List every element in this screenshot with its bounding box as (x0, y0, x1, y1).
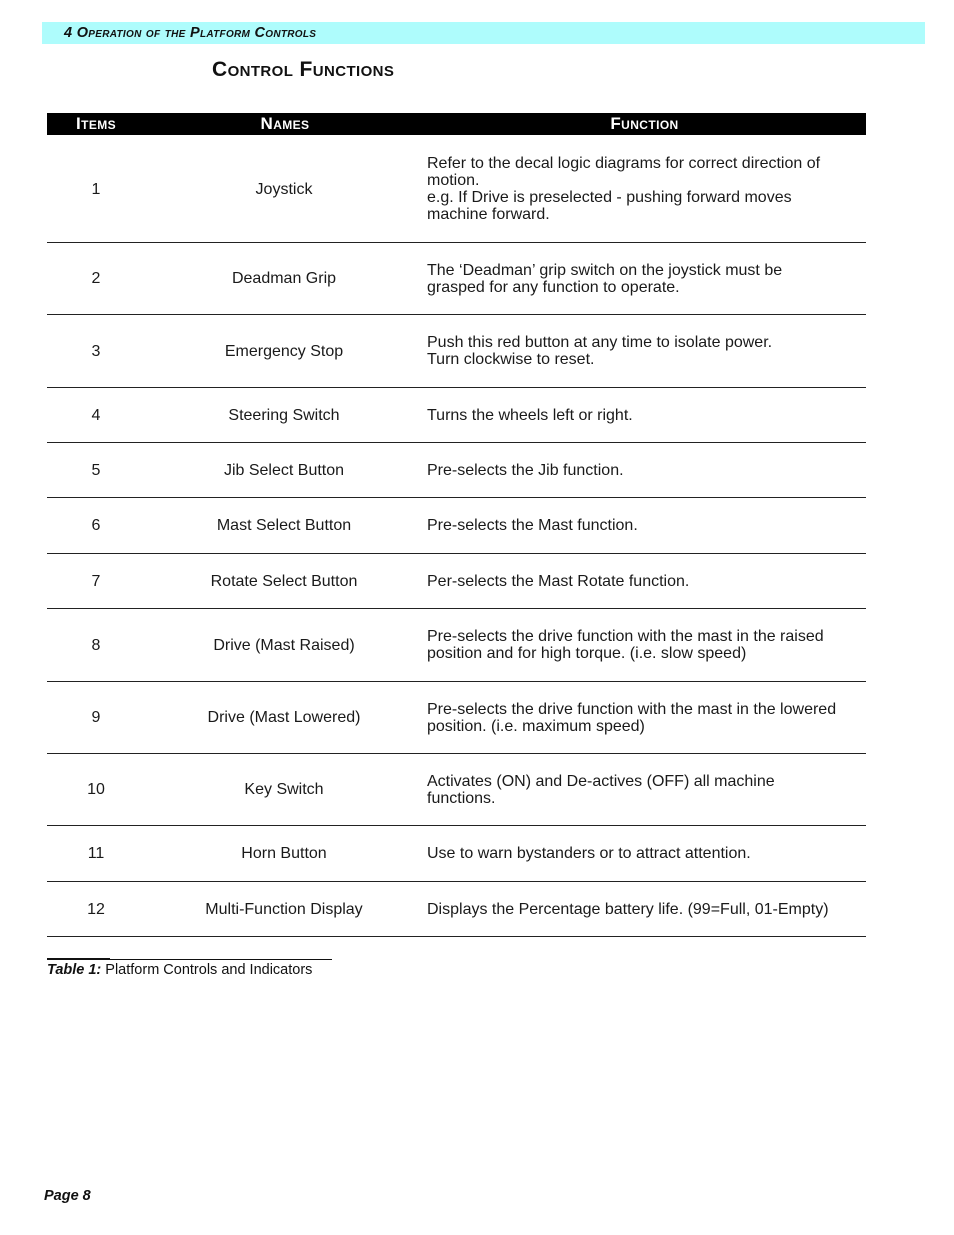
item-number: 10 (87, 781, 105, 798)
control-name: Emergency Stop (224, 342, 344, 360)
column-header-items: Items (75, 114, 117, 133)
function-line: Pre-selects the drive function with the mast in the lowered (427, 700, 837, 718)
function-description (427, 573, 689, 590)
control-function (427, 136, 865, 242)
control-function (427, 554, 865, 608)
control-name: Mast Select Button (216, 517, 352, 534)
function-line: functions. (427, 789, 496, 807)
item-number: 11 (87, 845, 105, 862)
control-function (427, 315, 865, 387)
function-line: Per-selects the Mast Rotate function. (427, 572, 690, 590)
control-function (427, 243, 865, 314)
function-description (427, 701, 836, 735)
control-name: Deadman Grip (231, 270, 337, 287)
control-function (427, 388, 865, 442)
table-row (47, 826, 866, 882)
control-name: Drive (Mast Raised) (213, 636, 355, 654)
table-row (47, 315, 866, 388)
control-name: Horn Button (241, 845, 327, 862)
control-function (427, 682, 865, 753)
table-row (47, 682, 866, 754)
item-number: 7 (91, 572, 101, 590)
function-line: motion. (427, 172, 480, 189)
column-header-names: Names (260, 114, 310, 133)
section-header-title: 4 Operation of the Platform Controls (64, 25, 317, 41)
function-description (427, 407, 633, 424)
function-description (427, 628, 824, 662)
table-row (47, 609, 866, 682)
table-row (47, 498, 866, 554)
caption-rule (47, 958, 110, 960)
function-line: Use to warn bystanders or to attract attention. (427, 845, 751, 862)
function-line: machine forward. (427, 206, 550, 223)
function-line: Push this red button at any time to isolate power. (427, 334, 773, 351)
control-name: Jib Select Button (223, 461, 345, 479)
function-line: Pre-selects the Jib function. (427, 461, 624, 479)
item-number: 12 (87, 900, 105, 918)
page-title: Control Functions (212, 58, 395, 81)
table-row (47, 754, 866, 826)
item-number: 2 (91, 270, 101, 287)
caption-text: Platform Controls and Indicators (101, 962, 313, 978)
function-description (427, 155, 820, 223)
function-line: grasped for any function to operate. (427, 278, 680, 296)
table-header-row (47, 113, 866, 135)
control-function (427, 882, 865, 936)
function-description (427, 462, 624, 479)
control-function (427, 443, 865, 497)
control-name: Joystick (255, 180, 313, 198)
control-name: Drive (Mast Lowered) (207, 709, 361, 726)
table-row (47, 882, 866, 937)
function-line: position. (i.e. maximum speed) (427, 717, 645, 735)
table-row (47, 136, 866, 243)
item-number: 3 (91, 342, 101, 360)
function-line: Displays the Percentage battery life. (99=Full, 01-Empty) (427, 900, 829, 918)
function-line: position and for high torque. (i.e. slow speed) (427, 645, 747, 662)
column-header-function: Function (610, 114, 679, 133)
function-description (427, 262, 782, 296)
item-number: 1 (91, 180, 101, 198)
function-line: Turn clockwise to reset. (427, 351, 595, 368)
table-row (47, 554, 866, 609)
item-number: 9 (91, 709, 101, 726)
control-name: Rotate Select Button (210, 572, 358, 590)
function-line: Refer to the decal logic diagrams for correct direction of (427, 155, 821, 172)
function-description (427, 773, 775, 807)
control-name: Multi-Function Display (205, 900, 363, 918)
item-number: 8 (91, 636, 101, 654)
caption-rule-thin (110, 959, 332, 960)
item-number: 4 (91, 406, 101, 424)
item-number: 6 (91, 517, 101, 534)
page-number: Page 8 (44, 1188, 91, 1204)
function-line: e.g. If Drive is preselected - pushing forward moves (427, 189, 792, 206)
function-line: Turns the wheels left or right. (427, 406, 633, 424)
function-line: Pre-selects the Mast function. (427, 517, 638, 534)
control-function (427, 498, 865, 553)
function-line: Activates (ON) and De-actives (OFF) all machine (427, 772, 775, 790)
table-row (47, 243, 866, 315)
function-description (427, 901, 829, 918)
control-name: Key Switch (244, 781, 324, 798)
control-name: Steering Switch (228, 406, 340, 424)
function-line: Pre-selects the drive function with the mast in the raised (427, 628, 824, 645)
table-row (47, 443, 866, 498)
control-function (427, 609, 865, 681)
function-description (427, 334, 772, 368)
item-number: 5 (91, 461, 101, 479)
table-row (47, 388, 866, 443)
function-line: The ‘Deadman’ grip switch on the joystick must be (427, 261, 783, 279)
control-function (427, 826, 865, 881)
function-description (427, 845, 751, 862)
table-caption (47, 962, 312, 978)
control-function (427, 754, 865, 825)
function-description (427, 517, 638, 534)
caption-label: Table 1: (47, 962, 102, 978)
